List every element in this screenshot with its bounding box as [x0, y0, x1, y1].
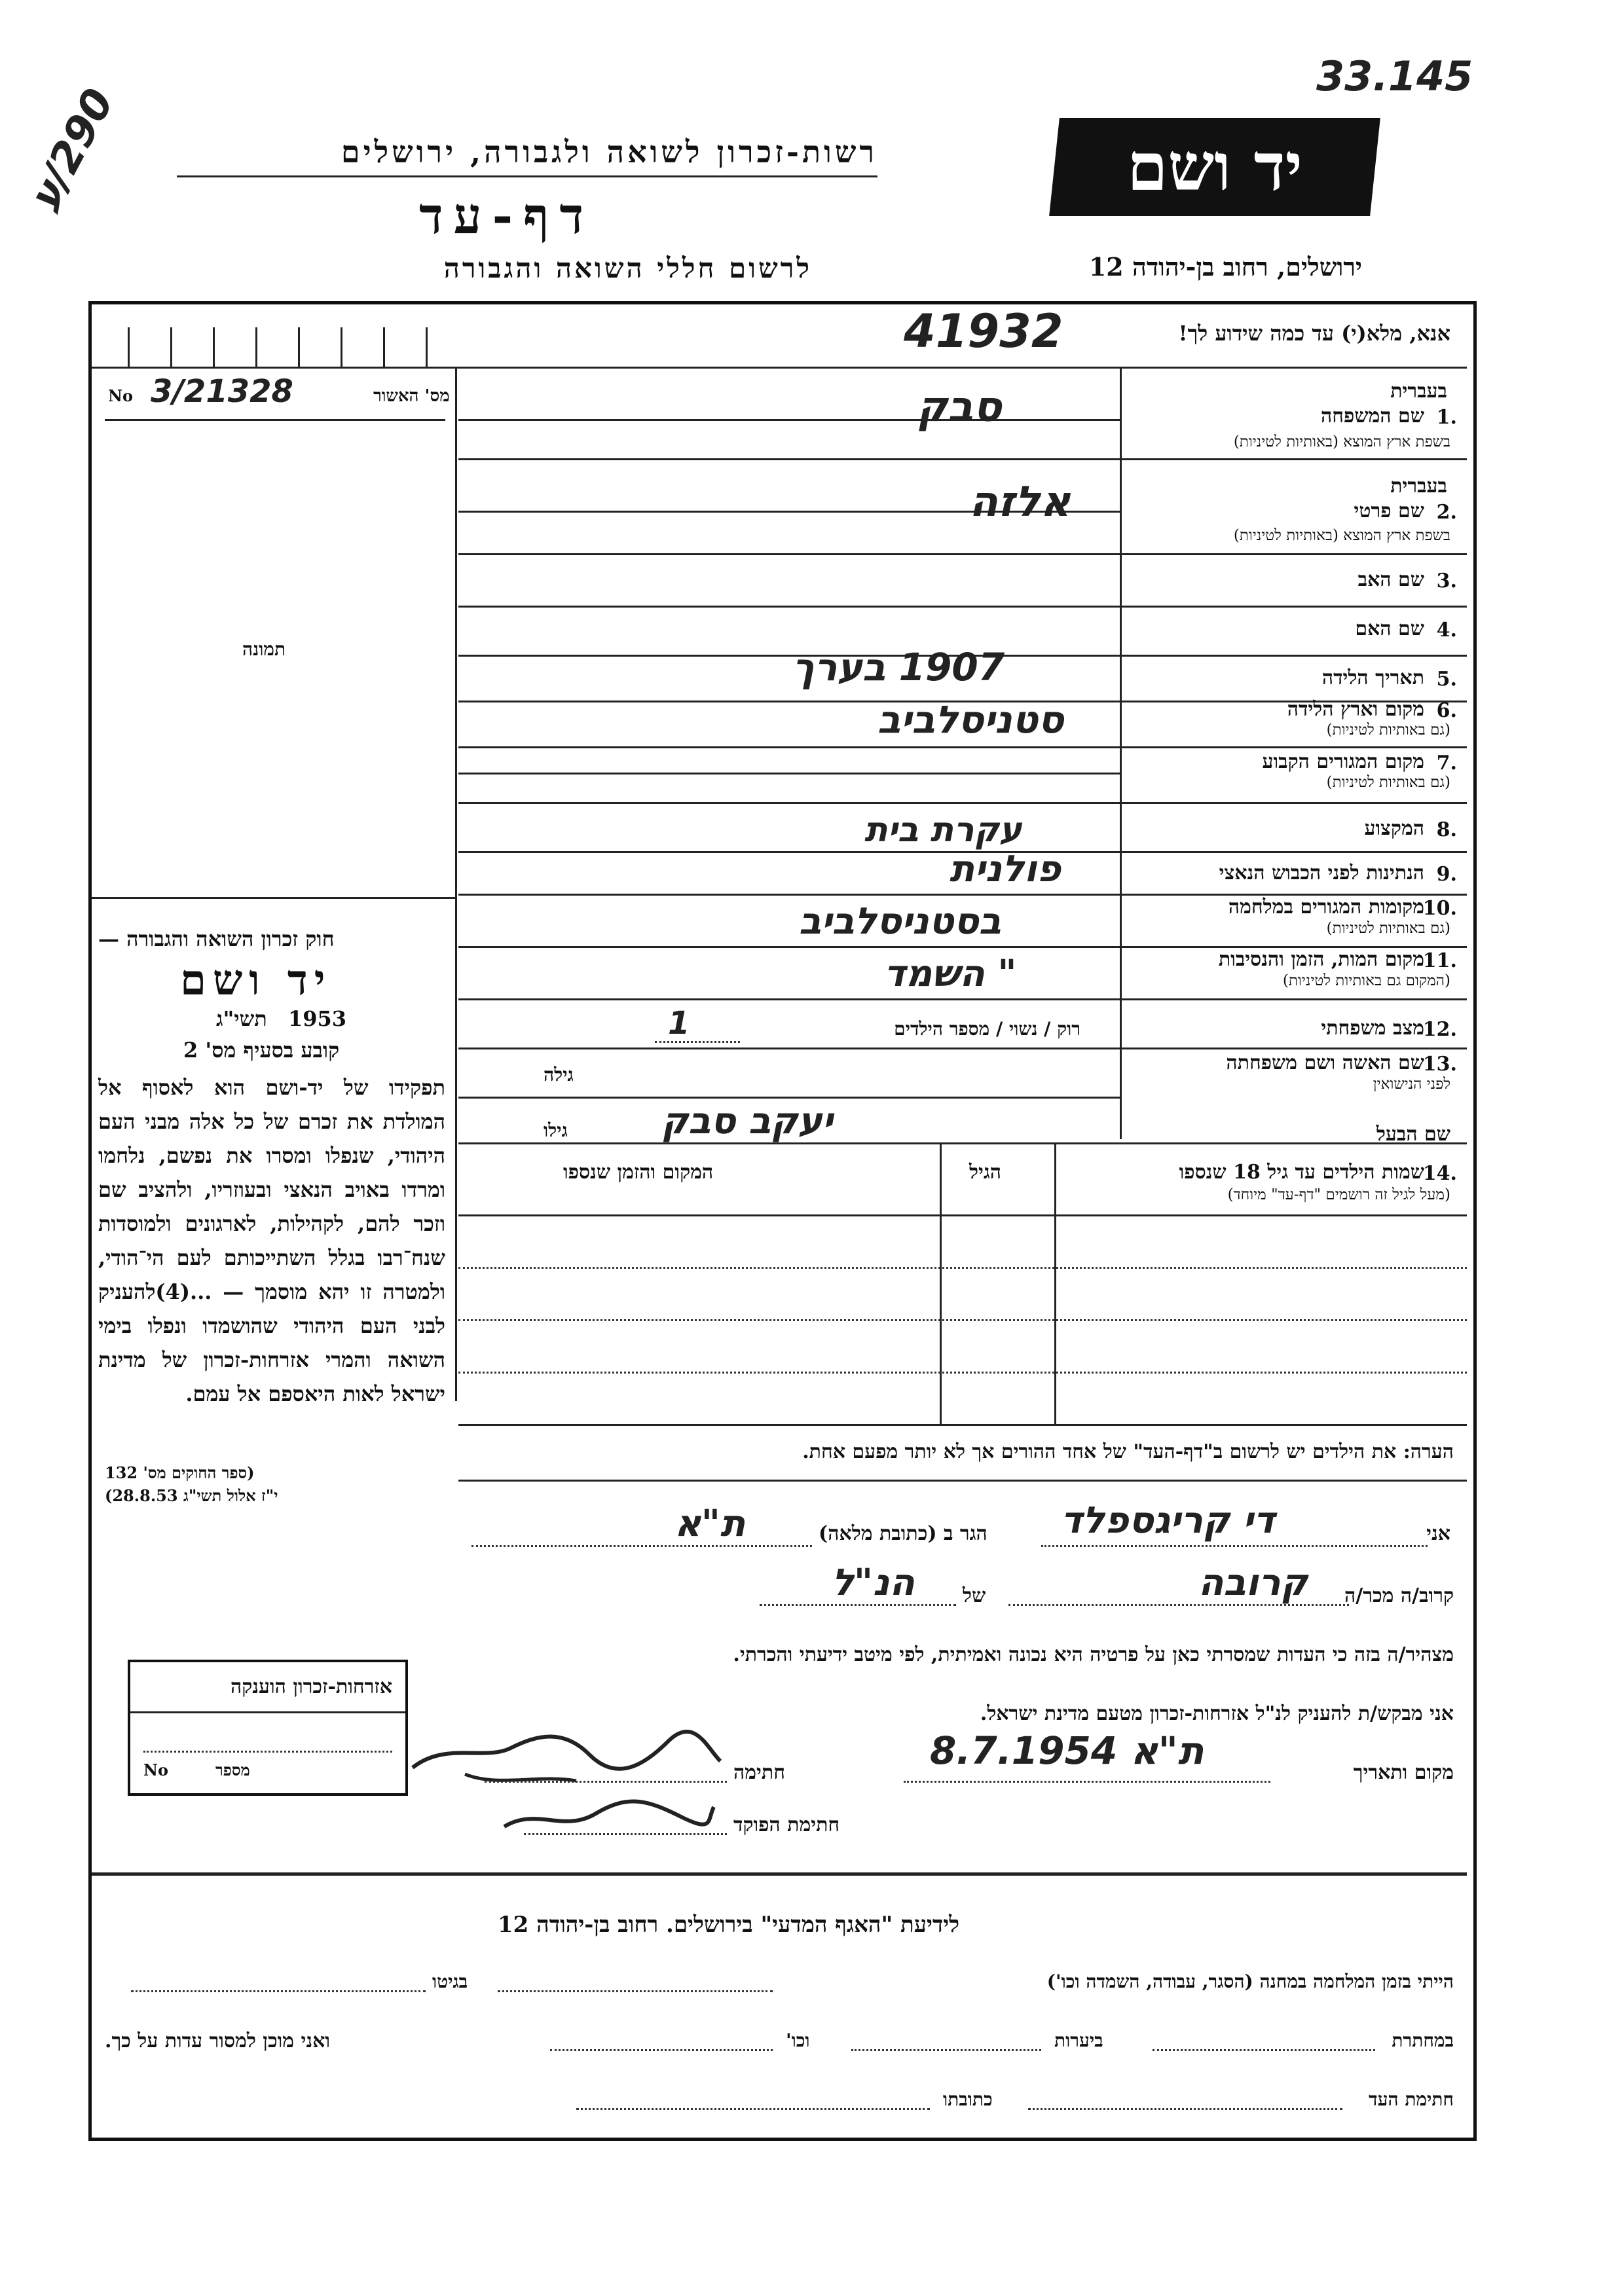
request-label: אנא, מלא(י) עד כמה שידוע לך!	[1178, 321, 1450, 346]
citizenship-number-label: מספר	[215, 1760, 250, 1779]
photo-label: תמונה	[242, 638, 286, 660]
relation-label: קרוב/ה מכר/ה	[1344, 1584, 1454, 1607]
official-signature-label: חתימת הפוקד	[733, 1813, 840, 1836]
law-text: תפקידו של יד-ושם הוא לאסוף אל המולדת את זכרם של כל אלה מבני העם היהודי, שנפלו ומסרו את נפשם, נלחמו ומרדו באויב הנאצי ובעוזריו, ולהציב שם וזכר להם, לקהילות, לארגונים ולמוסדות שנח־רבו בגלל השתייכותם לעם הי־הודי, ולמטרה זו יהא מוסמך — ...(4)להעניק לבני העם היהודי שהושמדו ונפלו בימי השואה והמרי אזרחות-זכרון של מדינת ישראל לאות היאספם אל עמם.	[98, 1075, 445, 1406]
children-col-place: המקום והזמן שנספו	[563, 1161, 714, 1184]
margin-note: 290/ע	[20, 81, 124, 219]
declaration-text: מצהיר/ה בזה כי העדות שמסרתי כאן על פרטיה היא נכונה ואמיתית, לפי מיטב ידיעתי והכרתי.	[733, 1643, 1454, 1666]
declarant-address-line	[471, 1545, 812, 1547]
relation-line	[1008, 1604, 1349, 1606]
logo-text: יד ושם	[1127, 128, 1302, 206]
declarant-name-value: די קריגספלד	[1061, 1499, 1276, 1542]
family-name-value: סבק	[917, 383, 1002, 431]
archive-number: 33.145	[1316, 52, 1473, 100]
citizenship-number-prefix: No	[143, 1760, 168, 1779]
place-date-value: ת"א 8.7.1954	[930, 1728, 1204, 1773]
official-signature	[498, 1781, 720, 1846]
declarant-i-label: אני	[1426, 1522, 1450, 1545]
citizenship-box	[128, 1660, 408, 1796]
place-date-line	[904, 1781, 1270, 1783]
footer-line2-c: וכו'	[786, 2030, 810, 2051]
photo-area-bottom	[92, 897, 455, 899]
footer-line2-b: ביערות	[1054, 2030, 1103, 2051]
citizenship-box-title: אזרחות-זכרון הוענקה	[230, 1675, 392, 1698]
law-source-2: י"ז אלול תשי"ג 28.8.53)	[105, 1486, 278, 1505]
form-subtitle: לרשום חללי השואה והגבורה	[443, 252, 812, 284]
citizenship-value: פולנית	[950, 848, 1061, 890]
official-signature-line	[524, 1833, 727, 1835]
citizenship-request-text: אני מבקש/ת להעניק לנ"ל אזרחות-זכרון מטעם מדינת ישראל.	[980, 1702, 1454, 1725]
authority-underline	[177, 175, 877, 177]
law-year: 1953	[288, 1006, 347, 1031]
labels-column-divider	[1120, 367, 1122, 1139]
authority-name: רשות-זכרון לשואה ולגבורה, ירושלים	[341, 134, 877, 170]
law-year-hebrew: תשי"ג	[216, 1006, 267, 1031]
place-date-label: מקום ותאריך	[1353, 1761, 1454, 1784]
first-name-value: אלזה	[969, 478, 1071, 526]
husband-name-value: יעקב סבק	[661, 1100, 834, 1142]
footer-line2-a: במחתרת	[1392, 2030, 1454, 2051]
relation-value: קרובה	[1198, 1561, 1308, 1604]
husband-age-label: גילו	[544, 1120, 568, 1141]
of-value: הנ"ל	[832, 1561, 915, 1604]
request-number: 41932	[904, 304, 1063, 358]
of-line	[760, 1604, 956, 1606]
footer-title: לידיעת "האגף המדעי" בירושלים. רחוב בן-יהודה 12	[498, 1912, 960, 1938]
declarant-name-line	[1041, 1545, 1428, 1547]
birth-place-value: סטניסלביב	[877, 697, 1064, 742]
wartime-residence-value: בסטניסלביב	[799, 900, 1001, 943]
signature-label: חתימה	[733, 1761, 785, 1784]
footer-line1-a: הייתי בזמן המלחמה במחנה (הסגר, עבודה, השמדה וכו')	[1046, 1971, 1454, 1992]
footer-line3-a: חתימת העד	[1369, 2088, 1454, 2110]
footer-line2-d: ואני מוכן למסור עדות על כך.	[105, 2030, 331, 2052]
law-source-1: (ספר החוקים מס' 132	[105, 1463, 255, 1482]
children-note: הערה: את הילדים יש לרשום ב"דף-העד" של אחד ההורים אך לא יותר מפעם אחת.	[802, 1440, 1454, 1463]
marital-children-value: 1	[668, 1005, 690, 1042]
law-section: קובע בסעיף מס' 2	[183, 1038, 340, 1063]
footer-divider	[92, 1872, 1467, 1876]
approval-label: מס' האשור	[373, 386, 450, 406]
approval-underline	[105, 419, 445, 421]
declarant-address-value: ת"א	[674, 1503, 746, 1545]
form-title: דף-עד	[419, 187, 595, 245]
footer-line1-b: בגיטו	[432, 1971, 468, 1992]
approval-prefix: No	[108, 386, 133, 405]
law-heading: חוק זכרון השואה והגבורה —	[98, 926, 335, 951]
occupation-value: עקרת בית	[864, 811, 1022, 850]
death-place-value: " השמד	[884, 953, 1017, 995]
law-name: יד ושם	[180, 956, 332, 1005]
wife-age-label: גילה	[544, 1064, 574, 1085]
footer-line3-b: כתובתו	[943, 2088, 993, 2110]
birth-date-value: 1907 בערך	[792, 645, 1005, 689]
request-row-line	[92, 367, 1467, 369]
marital-options: רוק / נשוי / מספר הילדים	[894, 1018, 1080, 1040]
children-col-age: הגיל	[969, 1161, 1002, 1184]
approval-value: 3/21328	[151, 373, 293, 410]
header-address: ירושלים, רחוב בן-יהודה 12	[1088, 252, 1362, 282]
note-bottom-line	[458, 1480, 1467, 1482]
yad-vashem-logo	[1049, 118, 1380, 216]
of-label: של	[963, 1584, 986, 1607]
left-column-divider	[455, 367, 457, 1401]
declarant-resides-label: הגר ב (כתובת מלאה)	[819, 1522, 987, 1545]
